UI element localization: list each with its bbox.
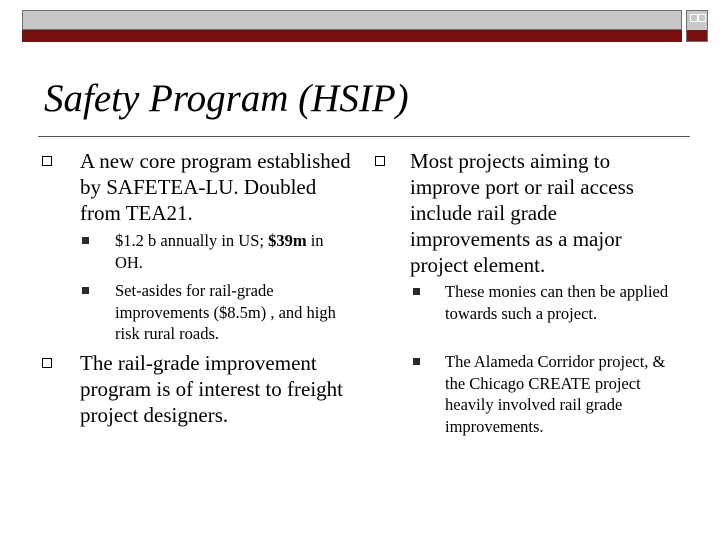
corner-square-icon [698, 14, 706, 22]
header-grey-bar [22, 10, 682, 30]
slide-title: Safety Program (HSIP) [44, 77, 409, 120]
corner-square-icon [690, 14, 698, 22]
left-subbullet-1-bold: $39m [268, 231, 307, 250]
left-subbullet-1-text [115, 230, 355, 273]
corner-decoration [686, 10, 708, 42]
left-bullet-1-text: A new core program established by SAFETEA-LU. Doubled from TEA21. [80, 149, 351, 225]
left-subbullet-2-text: Set-asides for rail-grade improvements ($8.5m) , and high risk rural roads. [115, 281, 336, 343]
left-subbullet-1-prefix: $1.2 b annually in US; [115, 231, 269, 250]
corner-red-strip [687, 30, 707, 41]
hollow-square-bullet-icon [375, 156, 385, 166]
right-subbullet-2-text: The Alameda Corridor project, & the Chicago CREATE project heavily involved rail grade improvements. [445, 352, 666, 436]
left-bullet-2-text: The rail-grade improvement program is of interest to freight project designers. [80, 351, 344, 427]
right-bullet-1-text: Most projects aiming to improve port or rail access include rail grade improvements as a major project element. [410, 149, 634, 277]
filled-square-bullet-icon [82, 237, 89, 244]
filled-square-bullet-icon [82, 287, 89, 294]
left-subbullet-1-suffix: in OH. [115, 231, 324, 272]
hollow-square-bullet-icon [42, 358, 52, 368]
filled-square-bullet-icon [413, 358, 420, 365]
header-red-bar [22, 30, 682, 42]
hollow-square-bullet-icon [42, 156, 52, 166]
right-subbullet-1-text: These monies can then be applied towards such a project. [445, 282, 669, 323]
title-divider [38, 136, 690, 137]
filled-square-bullet-icon [413, 288, 420, 295]
